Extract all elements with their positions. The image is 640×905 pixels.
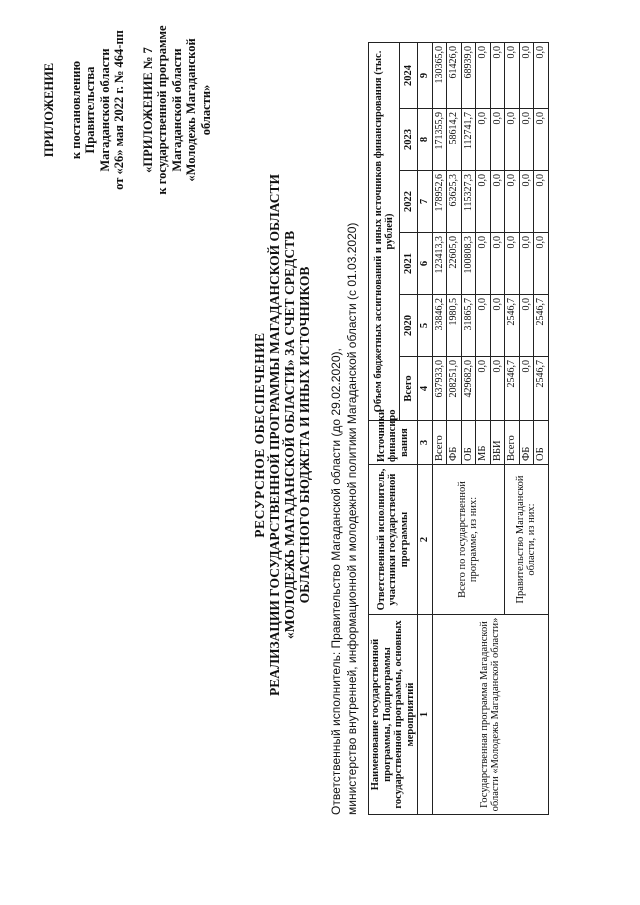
col-number: 6 <box>418 233 433 295</box>
value-cell: 0,0 <box>534 233 549 295</box>
value-cell: 130365,0 <box>432 42 447 108</box>
column-number-row <box>418 42 433 814</box>
appendix-gap <box>127 20 141 200</box>
source-cell: Всего <box>505 421 520 465</box>
value-cell: 0,0 <box>519 171 534 233</box>
col-number: 9 <box>418 42 433 108</box>
value-cell: 2546,7 <box>534 357 549 421</box>
appendix-decree-date: от «26» мая 2022 г. № 464-пп <box>112 30 126 190</box>
appendix-number-7: «ПРИЛОЖЕНИЕ № 7 <box>140 47 155 173</box>
value-cell: 0,0 <box>476 42 491 108</box>
value-cell: 115327,3 <box>461 171 476 233</box>
value-cell: 0,0 <box>534 171 549 233</box>
value-cell: 61426,0 <box>447 42 462 108</box>
value-cell: 0,0 <box>505 109 520 171</box>
value-cell: 0,0 <box>476 295 491 357</box>
title-line-3: «МОЛОДЕЖЬ МАГАДАНСКОЙ ОБЛАСТИ» ЗА СЧЕТ СРЕДСТВ <box>282 230 297 640</box>
col-number: 8 <box>418 109 433 171</box>
value-cell: 0,0 <box>490 171 505 233</box>
table-row <box>432 42 447 814</box>
title-line-2: РЕАЛИЗАЦИИ ГОСУДАРСТВЕННОЙ ПРОГРАММЫ МАГАДАНСКОЙ ОБЛАСТИ <box>267 173 282 697</box>
source-cell: ВБИ <box>490 421 505 465</box>
value-cell: 0,0 <box>476 233 491 295</box>
program-name-cell: Государственная программа Магаданской области «Молодежь Магаданской области» <box>432 615 548 815</box>
appendix-line-6: «Молодежь Магаданской области» <box>184 38 213 182</box>
value-cell: 63625,3 <box>447 171 462 233</box>
appendix-line-4: к государственной программе <box>155 25 169 195</box>
header-year-2024: 2024 <box>400 42 418 108</box>
source-cell: Всего <box>432 421 447 465</box>
appendix-block <box>42 20 213 200</box>
col-number: 4 <box>418 357 433 421</box>
appendix-line-1: к постановлению Правительства <box>68 60 97 160</box>
col-number: 3 <box>418 421 433 465</box>
value-cell: 2546,7 <box>534 295 549 357</box>
header-executor: Ответственный исполнитель, участники государственной программы <box>369 465 418 615</box>
header-total: Всего <box>400 357 418 421</box>
value-cell: 58614,2 <box>447 109 462 171</box>
value-cell: 0,0 <box>519 357 534 421</box>
document-title <box>252 55 312 815</box>
value-cell: 33846,2 <box>432 295 447 357</box>
value-cell: 68939,0 <box>461 42 476 108</box>
col-number: 5 <box>418 295 433 357</box>
executor-line-1: Ответственный исполнитель: Правительство Магаданской области (до 29.02.2020), <box>329 348 343 815</box>
col-number: 7 <box>418 171 433 233</box>
value-cell: 0,0 <box>505 233 520 295</box>
funding-table <box>368 42 549 815</box>
value-cell: 208251,0 <box>447 357 462 421</box>
title-line-4: ОБЛАСТНОГО БЮДЖЕТА И ИНЫХ ИСТОЧНИКОВ <box>297 266 312 604</box>
value-cell: 0,0 <box>476 109 491 171</box>
col-number: 1 <box>418 615 433 815</box>
responsible-executor <box>328 15 360 815</box>
value-cell: 22605,0 <box>447 233 462 295</box>
source-cell: ОБ <box>461 421 476 465</box>
executor-cell: Правительство Магаданской области, из них: <box>505 465 549 615</box>
value-cell: 1980,5 <box>447 295 462 357</box>
value-cell: 112741,7 <box>461 109 476 171</box>
header-year-2021: 2021 <box>400 233 418 295</box>
value-cell: 637933,0 <box>432 357 447 421</box>
header-year-2023: 2023 <box>400 109 418 171</box>
value-cell: 2546,7 <box>505 295 520 357</box>
value-cell: 0,0 <box>490 109 505 171</box>
value-cell: 0,0 <box>476 357 491 421</box>
value-cell: 0,0 <box>519 109 534 171</box>
value-cell: 0,0 <box>476 171 491 233</box>
value-cell: 0,0 <box>505 171 520 233</box>
header-volume: Объем бюджетных ассигнований и иных источников финансирования (тыс. рублей) <box>369 42 400 420</box>
value-cell: 123413,3 <box>432 233 447 295</box>
source-cell: ФБ <box>447 421 462 465</box>
executor-line-2: министерство внутренней, информационной и молодежной политики Магаданской области (с 01.03.2020) <box>345 222 359 815</box>
value-cell: 0,0 <box>519 233 534 295</box>
source-cell: ОБ <box>534 421 549 465</box>
value-cell: 0,0 <box>490 357 505 421</box>
value-cell: 171355,9 <box>432 109 447 171</box>
value-cell: 0,0 <box>505 42 520 108</box>
value-cell: 178952,6 <box>432 171 447 233</box>
value-cell: 31865,7 <box>461 295 476 357</box>
header-year-2020: 2020 <box>400 295 418 357</box>
appendix-line-2: Магаданской области <box>97 48 112 172</box>
source-cell: ФБ <box>519 421 534 465</box>
source-cell: МБ <box>476 421 491 465</box>
header-program-name: Наименование государственной программы, Подпрограммы государственной программы, основных мероприятий <box>369 615 418 815</box>
value-cell: 100808,3 <box>461 233 476 295</box>
appendix-heading: ПРИЛОЖЕНИЕ <box>42 62 56 158</box>
value-cell: 0,0 <box>519 295 534 357</box>
header-year-2022: 2022 <box>400 171 418 233</box>
col-number: 2 <box>418 465 433 615</box>
header-sources: Источники финансиро вания <box>369 421 418 465</box>
value-cell: 0,0 <box>490 42 505 108</box>
value-cell: 0,0 <box>490 295 505 357</box>
title-line-1: РЕСУРСНОЕ ОБЕСПЕЧЕНИЕ <box>252 332 267 538</box>
header-row-1 <box>369 42 400 814</box>
value-cell: 2546,7 <box>505 357 520 421</box>
value-cell: 429682,0 <box>461 357 476 421</box>
value-cell: 0,0 <box>534 109 549 171</box>
value-cell: 0,0 <box>534 42 549 108</box>
value-cell: 0,0 <box>519 42 534 108</box>
executor-cell: Всего по государственной программе, из них: <box>432 465 505 615</box>
value-cell: 0,0 <box>490 233 505 295</box>
appendix-line-5: Магаданской области <box>169 48 184 172</box>
